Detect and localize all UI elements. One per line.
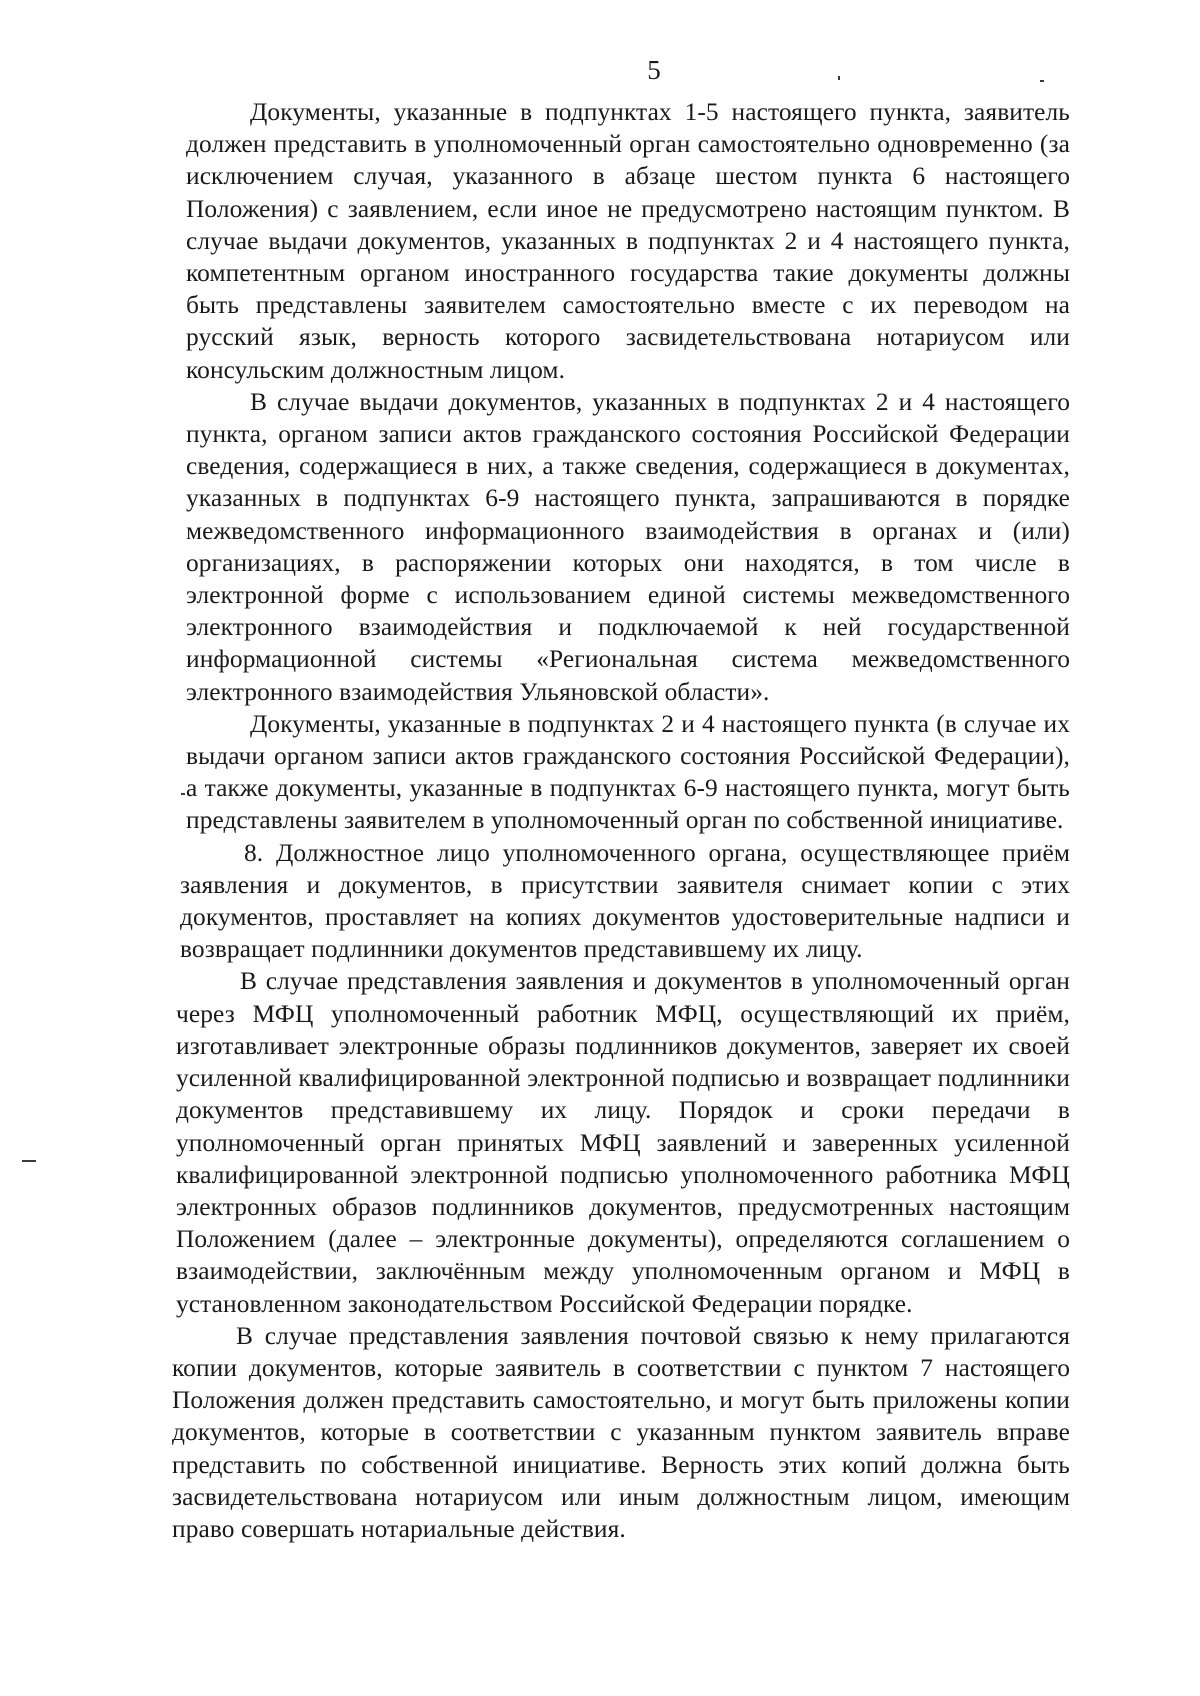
scan-mark-top-mid — [838, 76, 840, 80]
scan-mark-left-small — [181, 793, 185, 795]
document-body — [172, 96, 1070, 1545]
paragraph-mfc: В случае представления заявления и документов в уполномоченный орган через МФЦ уполномоченный работник МФЦ, осуществляющий их приём, изготавливает электронные образы подлинников документов, заверяет их своей усиленной квалифицированной электронной подписью и возвращает подлинники документов представившему их лицу. Порядок и сроки передачи в уполномоченный орган принятых МФЦ заявлений и заверенных усиленной квалифицированной электронной подписью уполномоченного работника МФЦ электронных образов подлинников документов, предусмотренных настоящим Положением (далее – электронные документы), определяются соглашением о взаимодействии, заключённым между уполномоченным органом и МФЦ в установленном законодательством Российской Федерации порядке. — [176, 967, 1070, 1318]
paragraph-item-8: 8. Должностное лицо уполномоченного органа, осуществляющее приём заявления и документов, в присутствии заявителя снимает копии с этих документов, проставляет на копиях документов удостоверительные надписи и возвращает подлинники документов представившему их лицу. — [180, 838, 1070, 964]
paragraph-documents-1-5: Документы, указанные в подпунктах 1-5 настоящего пункта, заявитель должен представить в уполномоченный орган самостоятельно одновременно (за исключением случая, указанного в абзаце шестом пункта 6 настоящего Положения) с заявлением, если иное не предусмотрено настоящим пунктом. В случае выдачи документов, указанных в подпунктах 2 и 4 настоящего пункта, компетентным органом иностранного государства такие документы должны быть представлены заявителем самостоятельно вместе с их переводом на русский язык, верность которого засвидетельствована нотариусом или консульским должностным лицом. — [186, 98, 1070, 384]
paragraph-interagency-request: В случае выдачи документов, указанных в подпунктах 2 и 4 настоящего пункта, органом записи актов гражданского состояния Российской Федерации сведения, содержащиеся в них, а также сведения, содержащиеся в документах, указанных в подпунктах 6-9 настоящего пункта, запрашиваются в порядке межведомственного информационного взаимодействия в органах и (или) организациях, в распоряжении которых они находятся, в том числе в электронной форме с использованием единой системы межведомственного электронного взаимодействия и подключаемой к ней государственной информационной системы «Региональная система межведомственного электронного взаимодействия Ульяновской области». — [186, 387, 1070, 706]
paragraph-own-initiative: Документы, указанные в подпунктах 2 и 4 настоящего пункта (в случае их выдачи органом записи актов гражданского состояния Российской Федерации), а также документы, указанные в подпунктах 6-9 настоящего пункта, могут быть представлены заявителем в уполномоченный орган по собственной инициативе. — [186, 709, 1070, 835]
page-number: 5 — [647, 55, 661, 85]
scan-mark-top-right — [1040, 80, 1044, 82]
scan-mark-left — [22, 1160, 36, 1162]
paragraph-postal: В случае представления заявления почтовой связью к нему прилагаются копии документов, которые заявитель в соответствии с пунктом 7 настоящего Положения должен представить самостоятельно, и могут быть приложены копии документов, которые в соответствии с указанным пунктом заявитель вправе представить по собственной инициативе. Верность этих копий должна быть засвидетельствована нотариусом или иным должностным лицом, имеющим право совершать нотариальные действия. — [172, 1321, 1070, 1543]
